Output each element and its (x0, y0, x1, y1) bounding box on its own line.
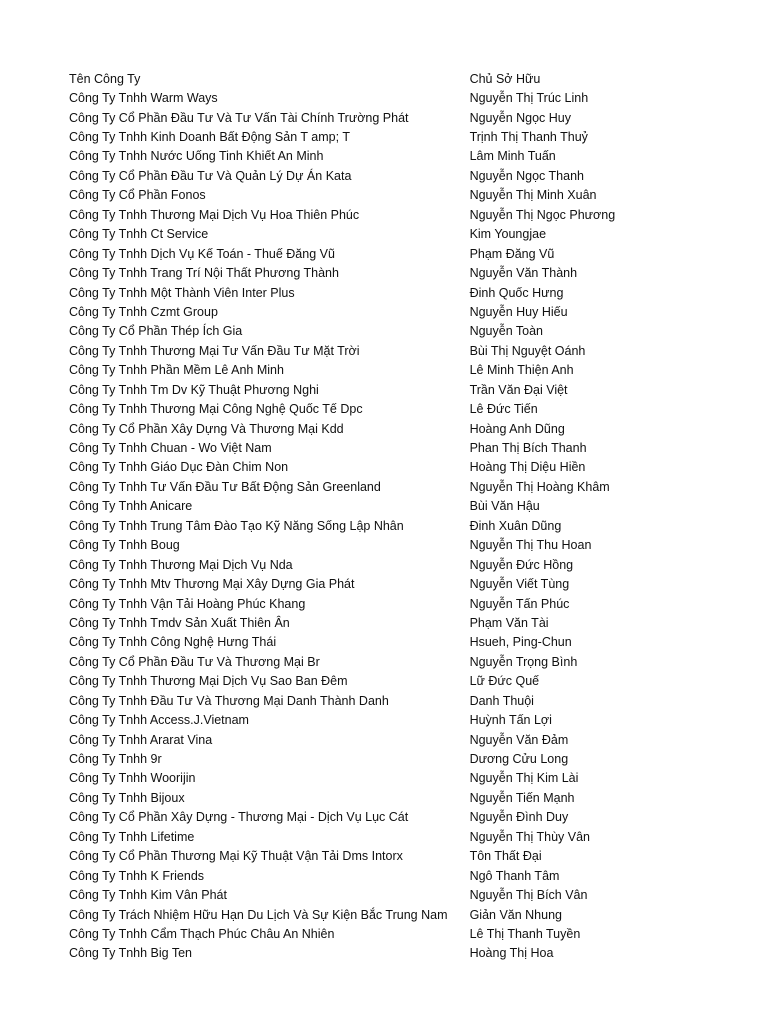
owner-name: Dương Cửu Long (469, 752, 569, 767)
company-name: Công Ty Tnhh Một Thành Viên Inter Plus (69, 285, 295, 300)
owner-name: Nguyễn Thị Thu Hoan (469, 538, 592, 553)
table-row (69, 477, 629, 496)
owner-name: Nguyễn Toàn (469, 324, 543, 339)
company-name: Công Ty Tnhh Thương Mại Dịch Vụ Sao Ban Đêm (69, 674, 348, 689)
owner-name: Trịnh Thị Thanh Thuỷ (469, 130, 588, 145)
owner-name: Giản Văn Nhung (469, 907, 562, 922)
owner-name: Nguyễn Tiến Mạnh (469, 790, 575, 805)
table-row (69, 127, 629, 146)
company-name: Công Ty Tnhh Lifetime (69, 829, 195, 844)
table-row (69, 652, 629, 671)
owner-name: Huỳnh Tấn Lợi (469, 713, 552, 728)
table-header-row (69, 69, 629, 88)
table-row (69, 672, 629, 691)
table-row (69, 633, 629, 652)
company-name: Công Ty Tnhh Đầu Tư Và Thương Mại Danh Thành Danh (69, 693, 389, 708)
table-row (69, 866, 629, 885)
company-name: Công Ty Cổ Phần Thương Mại Kỹ Thuật Vận Tải Dms Intorx (69, 849, 403, 864)
table-row (69, 788, 629, 807)
owner-name: Nguyễn Văn Thành (469, 266, 578, 281)
table-row (69, 244, 629, 263)
owner-name: Nguyễn Ngọc Thanh (469, 168, 584, 183)
owner-name: Nguyễn Thị Hoàng Khâm (469, 479, 610, 494)
company-owner-table (69, 69, 629, 963)
header-owner: Chủ Sở Hữu (469, 71, 541, 86)
table-row (69, 147, 629, 166)
table-row (69, 283, 629, 302)
owner-name: Lê Thị Thanh Tuyền (469, 926, 581, 941)
owner-name: Nguyễn Ngọc Huy (469, 110, 572, 125)
table-row (69, 263, 629, 282)
company-name: Công Ty Tnhh Nước Uống Tinh Khiết An Minh (69, 149, 324, 164)
table-row (69, 769, 629, 788)
company-name: Công Ty Tnhh Mtv Thương Mại Xây Dựng Gia Phát (69, 577, 355, 592)
owner-name: Danh Thuội (469, 693, 534, 708)
company-name: Công Ty Tnhh Cẩm Thạch Phúc Châu An Nhiên (69, 926, 335, 941)
table-row (69, 924, 629, 943)
table-row (69, 847, 629, 866)
company-name: Công Ty Tnhh Ararat Vina (69, 732, 213, 747)
table-row (69, 730, 629, 749)
owner-name: Nguyễn Huy Hiếu (469, 304, 568, 319)
table-row (69, 827, 629, 846)
table-row (69, 808, 629, 827)
company-name: Công Ty Tnhh K Friends (69, 868, 205, 883)
table-row (69, 710, 629, 729)
owner-name: Trần Văn Đại Việt (469, 382, 568, 397)
company-name: Công Ty Cổ Phần Xây Dựng - Thương Mại - Dịch Vụ Lục Cát (69, 810, 409, 825)
company-name: Công Ty Tnhh Boug (69, 538, 180, 553)
owner-name: Lê Đức Tiến (469, 402, 538, 417)
owner-name: Bùi Văn Hậu (469, 499, 540, 514)
company-name: Công Ty Tnhh Công Nghệ Hưng Thái (69, 635, 277, 650)
table-row (69, 108, 629, 127)
company-name: Công Ty Cổ Phần Thép Ích Gia (69, 324, 243, 339)
owner-name: Lê Minh Thiện Anh (469, 363, 574, 378)
table-row (69, 225, 629, 244)
owner-name: Nguyễn Đình Duy (469, 810, 569, 825)
company-name: Công Ty Tnhh Giáo Dục Đàn Chim Non (69, 460, 289, 475)
owner-name: Lâm Minh Tuấn (469, 149, 556, 164)
owner-name: Phan Thị Bích Thanh (469, 441, 587, 456)
table-row (69, 885, 629, 904)
company-name: Công Ty Tnhh Bijoux (69, 790, 185, 805)
table-row (69, 594, 629, 613)
owner-name: Nguyễn Đức Hồng (469, 557, 574, 572)
company-name: Công Ty Tnhh Anicare (69, 499, 193, 514)
table-row (69, 419, 629, 438)
header-company: Tên Công Ty (69, 71, 141, 86)
company-name: Công Ty Tnhh Kinh Doanh Bất Động Sản T amp; T (69, 130, 350, 145)
company-name: Công Ty Tnhh Vận Tải Hoàng Phúc Khang (69, 596, 306, 611)
table-row (69, 361, 629, 380)
table-row (69, 536, 629, 555)
table-row (69, 497, 629, 516)
owner-name: Hoàng Thị Diệu Hiền (469, 460, 586, 475)
company-name: Công Ty Cổ Phần Đầu Tư Và Tư Vấn Tài Chính Trường Phát (69, 110, 409, 125)
table-row (69, 438, 629, 457)
table-row (69, 166, 629, 185)
owner-name: Hoàng Thị Hoa (469, 946, 554, 961)
table-row (69, 458, 629, 477)
owner-name: Nguyễn Thị Kim Lài (469, 771, 579, 786)
owner-name: Bùi Thị Nguyệt Oánh (469, 343, 586, 358)
company-name: Công Ty Tnhh Tư Vấn Đầu Tư Bất Động Sản Greenland (69, 479, 381, 494)
company-name: Công Ty Tnhh Phần Mềm Lê Anh Minh (69, 363, 284, 378)
table-row (69, 186, 629, 205)
table-row (69, 380, 629, 399)
owner-name: Hsueh, Ping-Chun (469, 635, 572, 650)
company-name: Công Ty Tnhh Warm Ways (69, 91, 218, 106)
table-row (69, 88, 629, 107)
company-name: Công Ty Tnhh Tm Dv Kỹ Thuật Phương Nghi (69, 382, 319, 397)
company-name: Công Ty Tnhh Thương Mại Tư Vấn Đầu Tư Mặt Trời (69, 343, 360, 358)
table-row (69, 205, 629, 224)
owner-name: Nguyễn Thị Thùy Vân (469, 829, 591, 844)
owner-name: Đinh Quốc Hưng (469, 285, 564, 300)
owner-name: Nguyễn Trọng Bình (469, 654, 578, 669)
company-name: Công Ty Tnhh Dịch Vụ Kế Toán - Thuế Đăng Vũ (69, 246, 335, 261)
company-name: Công Ty Tnhh Chuan - Wo Việt Nam (69, 441, 272, 456)
company-name: Công Ty Tnhh Woorijin (69, 771, 196, 786)
table-row (69, 302, 629, 321)
table-row (69, 574, 629, 593)
owner-name: Lữ Đức Quế (469, 674, 540, 689)
owner-name: Ngô Thanh Tâm (469, 868, 560, 883)
company-name: Công Ty Tnhh Thương Mại Dịch Vụ Nda (69, 557, 293, 572)
table-row (69, 399, 629, 418)
company-name: Công Ty Tnhh Trung Tâm Đào Tạo Kỹ Năng Sống Lập Nhân (69, 518, 404, 533)
owner-name: Phạm Đăng Vũ (469, 246, 555, 261)
company-name: Công Ty Tnhh Thương Mại Dịch Vụ Hoa Thiên Phúc (69, 207, 360, 222)
company-name: Công Ty Trách Nhiệm Hữu Hạn Du Lịch Và Sự Kiện Bắc Trung Nam (69, 907, 448, 922)
company-name: Công Ty Cổ Phần Đầu Tư Và Thương Mại Br (69, 654, 320, 669)
company-name: Công Ty Tnhh 9r (69, 752, 162, 767)
company-name: Công Ty Tnhh Czmt Group (69, 304, 218, 319)
table-row (69, 944, 629, 963)
company-name: Công Ty Tnhh Thương Mại Công Nghệ Quốc Tế Dpc (69, 402, 363, 417)
table-row (69, 516, 629, 535)
company-name: Công Ty Tnhh Trang Trí Nội Thất Phương Thành (69, 266, 339, 281)
owner-name: Nguyễn Thị Trúc Linh (469, 91, 589, 106)
table-row (69, 613, 629, 632)
company-name: Công Ty Cổ Phần Fonos (69, 188, 206, 203)
owner-name: Nguyễn Thị Bích Vân (469, 888, 588, 903)
company-name: Công Ty Tnhh Ct Service (69, 227, 209, 242)
owner-name: Nguyễn Thị Minh Xuân (469, 188, 597, 203)
company-name: Công Ty Tnhh Access.J.Vietnam (69, 713, 249, 728)
table-body (69, 88, 629, 963)
table-row (69, 905, 629, 924)
owner-name: Nguyễn Tấn Phúc (469, 596, 570, 611)
owner-name: Đinh Xuân Dũng (469, 518, 562, 533)
company-name: Công Ty Tnhh Kim Vân Phát (69, 888, 227, 903)
owner-name: Nguyễn Thị Ngọc Phương (469, 207, 616, 222)
table-row (69, 322, 629, 341)
owner-name: Tôn Thất Đại (469, 849, 542, 864)
owner-name: Nguyễn Văn Đảm (469, 732, 569, 747)
company-name: Công Ty Tnhh Tmdv Sản Xuất Thiên Ân (69, 615, 290, 630)
table-row (69, 555, 629, 574)
company-name: Công Ty Cổ Phần Xây Dựng Và Thương Mại Kdd (69, 421, 344, 436)
owner-name: Phạm Văn Tài (469, 615, 549, 630)
owner-name: Hoàng Anh Dũng (469, 421, 565, 436)
table-row (69, 341, 629, 360)
table-row (69, 691, 629, 710)
company-name: Công Ty Tnhh Big Ten (69, 946, 193, 961)
owner-name: Kim Youngjae (469, 227, 547, 242)
table-row (69, 749, 629, 768)
company-name: Công Ty Cổ Phần Đầu Tư Và Quản Lý Dự Án Kata (69, 168, 352, 183)
owner-name: Nguyễn Viết Tùng (469, 577, 570, 592)
